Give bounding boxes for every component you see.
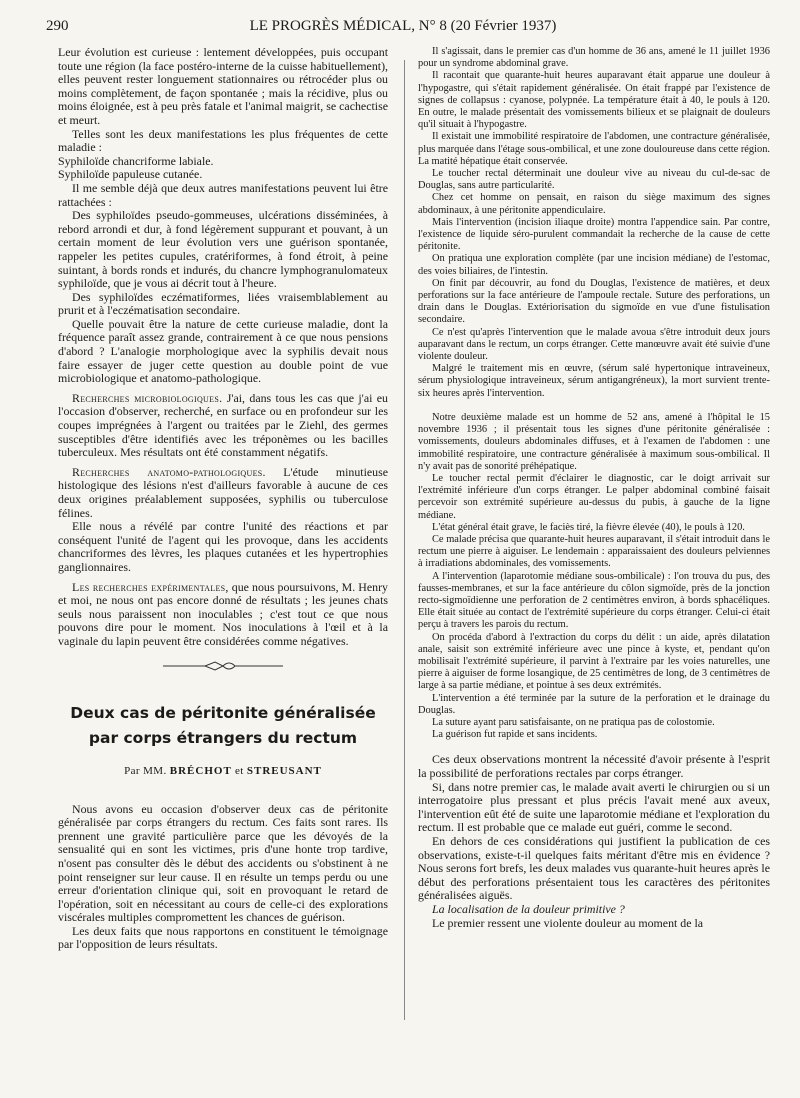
byline xyxy=(58,765,388,777)
paragraph: Ce malade précisa que quarante-huit heures auparavant, il s'était introduit dans le rectum une pierre à aiguiser. Le lendemain : apparaissaient des douleurs pelviennes à irradiations abdominales, des vomissements. xyxy=(418,533,770,570)
paragraph: Malgré le traitement mis en œuvre, (sérum salé hypertonique intraveineux, sérum physiologique intraveineux, sérum antigangréneux), la mort survient trente-six heures après l'intervention. xyxy=(418,363,770,399)
article-title-line: par corps étrangers du rectum xyxy=(88,728,358,747)
paragraph-text: L'étude minutieuse histologique des lésions n'est d'ailleurs favorable à aucune de ces deux origines préalablement supposées, syphilis ou tuberculose félines. xyxy=(58,464,388,520)
paragraph: En dehors de ces considérations qui justifient la publication de ces observations, existe-t-il quelques faits méritant d'être mis en évidence ? Nous serons fort brefs, les deux malades vus quarante-huit heures après le début des perforations présentaient tous les caractères des péritonites généralisées aiguës. xyxy=(418,833,770,903)
section-heading: Les recherches expérimentales, xyxy=(72,579,229,594)
section-heading: Recherches anatomo-pathologiques. xyxy=(72,464,266,479)
paragraph: Chez cet homme on pensait, en raison du siège maximum des signes abdominaux, à une péritonite appendiculaire. xyxy=(418,192,770,216)
observation-2 xyxy=(418,412,770,741)
paragraph: La suture ayant paru satisfaisante, on ne pratiqua pas de colostomie. xyxy=(432,716,715,728)
paragraph: Il me semble déjà que deux autres manifestations peuvent lui être rattachées : xyxy=(58,180,388,209)
paragraph: Il s'agissait, dans le premier cas d'un homme de 36 ans, amené le 11 juillet 1936 pour un syndrome abdominal grave. xyxy=(418,46,770,70)
column-divider xyxy=(404,60,405,1020)
paragraph: Des syphiloïdes pseudo-gommeuses, ulcérations disséminées, à rebord arrondi et dur, à fond légèrement suppurant et pouvant, à un certain moment de leur évolution vers une guérison spontanée, rappeler les petites cupules, cratériformes, à fond étroit, à peine suintant, à bords ronds et indurés, du chancre lymphogranulomateux syphiloïde, que je vous ai décrit tout à l'heure. xyxy=(58,208,388,291)
paragraph: Mais l'intervention (incision iliaque droite) montra l'appendice sain. Par contre, l'existence de liquide séro-purulent commandait la recherche de la cause de cette péritonite. xyxy=(418,216,770,253)
byline-prefix: Par MM. xyxy=(124,764,167,777)
list-item: Syphiloïde papuleuse cutanée. xyxy=(58,167,203,182)
paragraph: Le premier ressent une violente douleur au moment de la xyxy=(432,915,704,930)
paragraph: Il existait une immobilité respiratoire de l'abdomen, une contracture généralisée, plus marquée dans l'étage sous-ombilical, et une zone douloureuse dans cette région. La matité hépatique était conservée. xyxy=(418,131,770,167)
paragraph: On procéda d'abord à l'extraction du corps du délit : un aide, après dilatation anale, saisit son extrémité inférieure avec une pince à kyste, et, pendant qu'on mobilisait l'extrémité supérieure, il parvint à l'extraire par les voies naturelles, une pierre à aiguiser de forme losangique, de 25 centimètres de long, de 3 centimètres de large à sa partie médiane, et pointue à ses deux extrémités. xyxy=(418,631,770,692)
list-item: Syphiloïde chancriforme labiale. xyxy=(58,153,214,168)
paragraph: Le toucher rectal permit d'éclairer le diagnostic, car le doigt arrivait sur l'extrémité inférieure d'un corps étranger. Le palper abdominal combiné faisait percevoir son extrémité supérieure au-dessus du pubis, à gauche de la ligne médiane. xyxy=(418,472,770,521)
paragraph: Le toucher rectal déterminait une douleur vive au niveau du cul-de-sac de Douglas, sans autre particularité. xyxy=(418,168,770,192)
byline-and: et xyxy=(234,764,244,777)
paragraph: Nous avons eu occasion d'observer deux cas de péritonite généralisée par corps étrangers du rectum. Ces faits sont rares. Ils prennent une gravité particulière parce que les dévoyés de la sensualité qui en sont les victimes, pris d'une honte trop tardive, n'osent pas consulter dès le début des accidents ou s'obstinent à ne point renseigner sur leur cause. Il en résulte un temps perdu ou une erreur d'orientation clinique qui, soit en provoquant le retard de l'opération, soit en nécessitant au cours de celle-ci des explorations viscérales multiples compromettent les chances de guérison. xyxy=(58,801,388,925)
paragraph: Si, dans notre premier cas, le malade avait averti le chirurgien ou si un interrogatoire plus pressant et plus précis l'avait mené aux aveux, l'intervention eût été de suite une laparotomie médiane et l'exploration du rectum. Il est probable que ce malade eut guéri, comme le second. xyxy=(418,779,770,835)
journal-title: LE PROGRÈS MÉDICAL, N° 8 (20 Février 1937) xyxy=(249,18,557,34)
section-heading: Recherches microbiologiques. xyxy=(72,390,223,405)
manifestation-list xyxy=(58,155,388,182)
paragraph: On finit par découvrir, au fond du Douglas, l'existence de matières, et deux perforations sur la face antérieure de l'ampoule rectale. Suture des perforations, un drain dans le Douglas. Extériorisation du sigmoïde en vue d'une fistulisation secondaire. xyxy=(418,277,770,326)
paragraph: Elle nous a révélé par contre l'unité des réactions et par conséquent l'unité de l'agent qui les provoque, dans les accidents chancriformes des lèvres, les plaques cutanées et les hypertrophies ganglionnaires. xyxy=(58,519,388,574)
paragraph xyxy=(58,581,388,649)
author-name: STREUSANT xyxy=(246,764,322,777)
paragraph: Ces deux observations montrent la nécessité d'avoir présente à l'esprit la possibilité de perforations rectales par corps étranger. xyxy=(418,752,770,780)
subheading: La localisation de la douleur primitive ? xyxy=(432,901,625,916)
paragraph: Quelle pouvait être la nature de cette curieuse maladie, dont la fréquence paraît assez grande, contrairement à ce que nous pensions d'abord ? L'analogie morphologique avec la syphilis devait nous faire essayer de juger cette question au double point de vue microbiologique et anatomo-pathologique. xyxy=(58,316,388,386)
paragraph: A l'intervention (laparotomie médiane sous-ombilicale) : l'on trouva du pus, des fausses-membranes, et sur la face antérieure du côlon sigmoïde, près de la jonction recto-sigmoïdienne une perforation de 2 centimètres environ, à bords sphacéliques. Elle était située au contact de l'extrémité supérieure du corps étranger. Celui-ci était perçu à travers les parois du rectum. xyxy=(418,570,770,631)
paragraph: Des syphiloïdes eczématiformes, liées vraisemblablement au prurit et à l'eczématisation secondaire. xyxy=(58,289,388,318)
paragraph: L'intervention a été terminée par la suture de la perforation et le drainage du Douglas. xyxy=(418,692,770,716)
paragraph: Telles sont les deux manifestations les plus fréquentes de cette maladie : xyxy=(58,126,388,155)
paragraph: Ce n'est qu'après l'intervention que le malade avoua s'être introduit deux jours auparavant dans le rectum, un corps étranger. Cette manœuvre avait été suivie d'une violente douleur. xyxy=(418,326,770,363)
article-title-line: Deux cas de péritonite généralisée xyxy=(70,703,376,722)
paragraph: Leur évolution est curieuse : lentement développées, puis occupant toute une région (la face postéro-interne de la cuisse habituellement), elles peuvent rester longuement stationnaires ou rétrocéder plus ou moins complètement, de façon spontanée ; mais la récidive, plus ou moins éloignée, est à peu près fatale et l'animal maigrit, se cachectise et meurt. xyxy=(58,45,388,127)
paragraph xyxy=(58,466,388,520)
article-title xyxy=(58,701,388,751)
paragraph: Les deux faits que nous rapportons en constituent le témoignage par l'opposition de leurs résultats. xyxy=(58,923,388,952)
ornament-icon xyxy=(163,660,283,672)
paragraph-text: que nous poursuivons, M. Henry et moi, ne nous ont pas encore donné de résultats ; les jeunes chats seuls nous paraissent non inoculables ; c'est tout ce que nous pouvons dire pour le moment. Nos inoculations à l'œil et à la vaginale du lapin peuvent être considérées comme négatives. xyxy=(58,579,388,648)
discussion xyxy=(418,753,770,930)
paragraph: On pratiqua une exploration complète (par une incision médiane) de l'estomac, des voies biliaires, de l'intestin. xyxy=(418,253,770,277)
paragraph: Notre deuxième malade est un homme de 52 ans, amené à l'hôpital le 15 novembre 1936 ; il présentait tous les signes d'une péritonite généralisée : vomissements, douleurs abdominales diffuses, et à l'examen de l'abdomen : une immobilité respiratoire, une contracture généralisée à maximum sous-ombilical. Il n'y avait pas de sonorité préhépatique. xyxy=(418,411,770,472)
ornament-divider xyxy=(58,657,388,675)
left-column xyxy=(58,46,388,952)
paragraph-text: J'ai, dans tous les cas que j'ai eu l'occasion d'observer, recherché, en surface ou en profondeur sur les coupes imprégnées à l'argent ou traitées par le Ziehl, des germes susceptibles d'être identifiés avec les tréponèmes ou les bacilles tuberculeux. Mes résultats ont été constamment négatifs. xyxy=(58,390,388,460)
paragraph: La guérison fut rapide et sans incidents. xyxy=(432,729,598,741)
paragraph: L'état général était grave, le faciès tiré, la fièvre élevée (40), le pouls à 120. xyxy=(432,521,745,533)
observation-1 xyxy=(418,46,770,400)
paragraph xyxy=(58,392,388,460)
right-column xyxy=(418,46,770,930)
author-name: BRÉCHOT xyxy=(169,764,232,777)
page-header xyxy=(46,18,760,38)
paragraph: Il racontait que quarante-huit heures auparavant était apparue une douleur à l'hypogastre, qui s'était rapidement généralisée. On était frappé par l'existence de signes de collapsus : cyanose, polypnée. La température était à 40, le pouls à 120. En outre, le malade présentait des vomissements bilieux et se plaignait de douleurs qu'il situait à l'hypogastre. xyxy=(418,70,770,131)
page-number: 290 xyxy=(46,18,69,34)
